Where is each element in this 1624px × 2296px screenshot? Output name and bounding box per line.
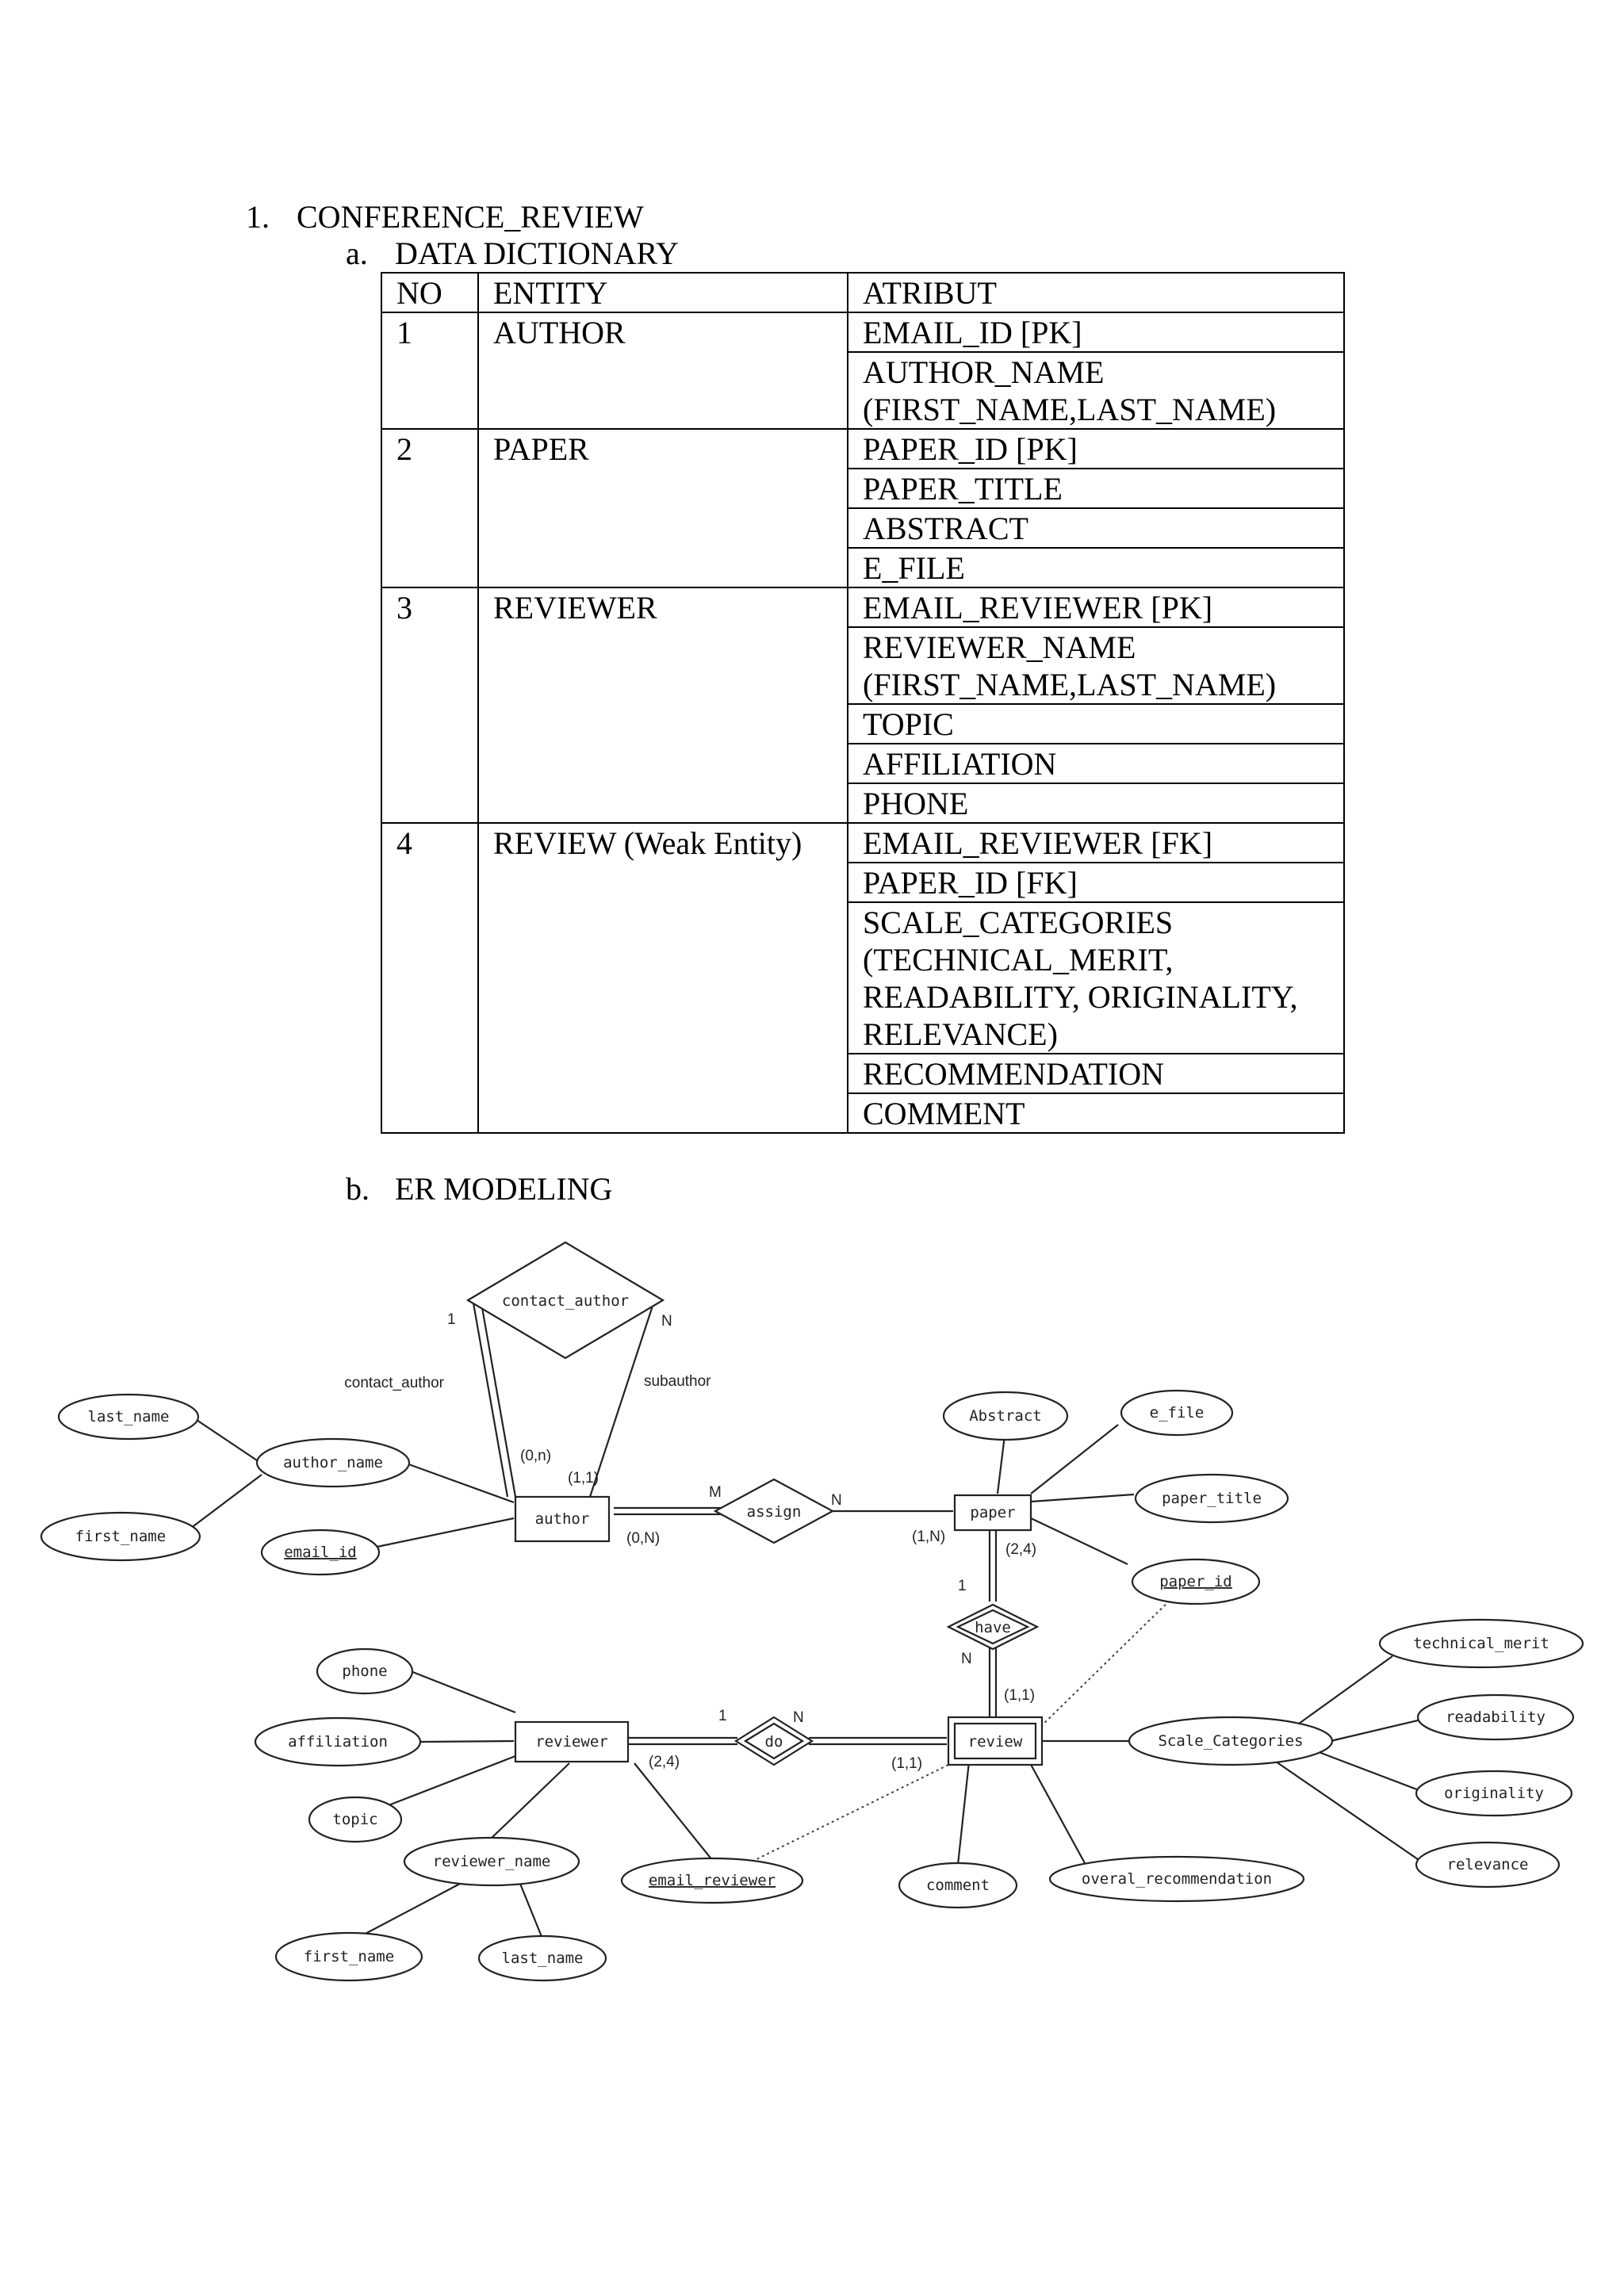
readability-text: readability <box>1446 1709 1545 1726</box>
role-contact-author: contact_author <box>344 1375 444 1391</box>
entity-name-cell: REVIEWER <box>478 587 848 823</box>
attribute-cell: EMAIL_REVIEWER [FK] <box>848 823 1344 863</box>
abstract-text: Abstract <box>969 1407 1042 1425</box>
subsection-a-title: DATA DICTIONARY <box>395 235 679 271</box>
paper-title-text: paper_title <box>1162 1490 1262 1507</box>
table-row <box>381 312 1344 352</box>
card-review-11-do: (1,1) <box>891 1755 923 1772</box>
entity-number-cell: 4 <box>381 823 478 1133</box>
attribute-cell: SCALE_CATEGORIES (TECHNICAL_MERIT, READABILITY, ORIGINALITY, RELEVANCE) <box>848 902 1344 1054</box>
table-row <box>381 823 1344 863</box>
er-connectors <box>190 1299 1427 1942</box>
email-reviewer-text: email_reviewer <box>648 1872 776 1889</box>
entity-name-cell: PAPER <box>478 429 848 587</box>
last-name-author-text: last_name <box>87 1408 170 1425</box>
entity-name-cell: REVIEW (Weak Entity) <box>478 823 848 1133</box>
card-paper-1N: (1,N) <box>912 1529 946 1545</box>
er-diagram <box>0 1221 1624 2014</box>
attribute-email-reviewer <box>622 1858 802 1903</box>
card-author-0N: (0,N) <box>626 1530 661 1547</box>
attribute-paper-title <box>1136 1475 1288 1522</box>
header-no: NO <box>381 273 478 312</box>
card-review-11-have: (1,1) <box>1004 1687 1036 1704</box>
attribute-cell: REVIEWER_NAME (FIRST_NAME,LAST_NAME) <box>848 627 1344 704</box>
relationship-assign <box>715 1479 833 1543</box>
card-paper-24: (2,4) <box>1005 1541 1037 1558</box>
attribute-e-file <box>1121 1391 1232 1435</box>
subsection-b-title: ER MODELING <box>395 1171 613 1207</box>
attribute-comment <box>899 1863 1017 1908</box>
comment-text: comment <box>925 1877 990 1894</box>
attribute-originality <box>1416 1771 1572 1816</box>
attribute-cell: AUTHOR_NAME (FIRST_NAME,LAST_NAME) <box>848 352 1344 429</box>
attribute-cell: RECOMMENDATION <box>848 1054 1344 1093</box>
entity-number-cell: 2 <box>381 429 478 587</box>
attribute-cell: COMMENT <box>848 1093 1344 1133</box>
card-reviewer-24: (2,4) <box>649 1754 680 1770</box>
relationship-contact-author <box>468 1242 663 1358</box>
table-header-row <box>381 273 1344 312</box>
paper-id-text: paper_id <box>1159 1573 1232 1590</box>
attribute-first-name-author <box>41 1513 200 1560</box>
table-row <box>381 587 1344 627</box>
entity-name-cell: AUTHOR <box>478 312 848 429</box>
attribute-cell: EMAIL_ID [PK] <box>848 312 1344 352</box>
technical-merit-text: technical_merit <box>1413 1635 1549 1652</box>
author-name-text: author_name <box>283 1454 383 1471</box>
attribute-cell: ABSTRACT <box>848 508 1344 548</box>
entity-review <box>948 1717 1042 1765</box>
attribute-paper-id <box>1132 1559 1259 1604</box>
attribute-scale-categories <box>1129 1717 1332 1765</box>
attribute-phone <box>317 1649 412 1693</box>
card-contact-n: N <box>661 1313 672 1330</box>
data-dictionary-body <box>381 273 1344 1133</box>
entity-paper <box>955 1495 1031 1530</box>
attribute-reviewer-name <box>404 1838 579 1885</box>
card-assign-m: M <box>709 1484 722 1501</box>
attribute-readability <box>1418 1695 1573 1739</box>
attribute-affiliation <box>255 1718 420 1766</box>
attribute-topic <box>309 1797 401 1842</box>
entity-number-cell: 3 <box>381 587 478 823</box>
attribute-cell: PAPER_ID [FK] <box>848 863 1344 902</box>
card-author-0n: (0,n) <box>520 1448 552 1464</box>
e-file-text: e_file <box>1149 1404 1205 1422</box>
topic-text: topic <box>332 1811 378 1828</box>
header-entity: ENTITY <box>478 273 848 312</box>
attribute-cell: PAPER_ID [PK] <box>848 429 1344 469</box>
card-do-1: 1 <box>718 1708 727 1724</box>
attribute-relevance <box>1416 1843 1559 1887</box>
scale-categories-text: Scale_Categories <box>1158 1732 1304 1750</box>
subsection-a-letter: a. <box>346 235 368 271</box>
attribute-author-name <box>257 1439 409 1487</box>
header-attribute: ATRIBUT <box>848 273 1344 312</box>
card-have-n: N <box>961 1651 972 1667</box>
data-dictionary-table <box>381 272 1345 1134</box>
attribute-cell: EMAIL_REVIEWER [PK] <box>848 587 1344 627</box>
subsection-b-letter: b. <box>346 1171 370 1207</box>
review-label: review <box>967 1733 1023 1751</box>
reviewer-name-text: reviewer_name <box>432 1853 551 1870</box>
entity-author <box>515 1497 609 1541</box>
card-contact-1: 1 <box>447 1311 456 1328</box>
assign-label: assign <box>746 1503 802 1521</box>
affiliation-text: affiliation <box>288 1733 388 1751</box>
attribute-overal-recommendation <box>1050 1857 1304 1901</box>
attribute-first-name-reviewer <box>276 1933 422 1980</box>
attribute-cell: PAPER_TITLE <box>848 469 1344 508</box>
originality-text: originality <box>1444 1785 1544 1802</box>
do-label: do <box>764 1733 783 1751</box>
attribute-cell: E_FILE <box>848 548 1344 587</box>
attribute-last-name-reviewer <box>479 1936 606 1980</box>
relationship-have <box>948 1605 1037 1649</box>
relevance-text: relevance <box>1446 1856 1529 1873</box>
attribute-technical-merit <box>1380 1620 1583 1667</box>
first-name-author-text: first_name <box>75 1528 167 1545</box>
card-do-n: N <box>793 1709 804 1726</box>
phone-text: phone <box>342 1663 388 1680</box>
card-have-1: 1 <box>958 1578 967 1594</box>
overal-recommendation-text: overal_recommendation <box>1081 1870 1273 1888</box>
paper-label: paper <box>970 1504 1016 1521</box>
reviewer-label: reviewer <box>535 1733 608 1751</box>
card-assign-n: N <box>831 1492 842 1509</box>
contact-author-label: contact_author <box>501 1292 630 1310</box>
entity-number-cell: 1 <box>381 312 478 429</box>
last-name-reviewer-text: last_name <box>501 1950 584 1967</box>
section-number: 1. <box>246 199 270 235</box>
first-name-reviewer-text: first_name <box>303 1948 395 1965</box>
author-label: author <box>534 1510 590 1528</box>
cardinality-labels <box>344 1311 1036 1772</box>
email-id-text: email_id <box>284 1544 357 1561</box>
section-title: CONFERENCE_REVIEW <box>297 199 644 235</box>
role-subauthor: subauthor <box>644 1373 711 1390</box>
have-label: have <box>975 1619 1011 1636</box>
card-author-11: (1,1) <box>568 1470 599 1487</box>
attribute-cell: AFFILIATION <box>848 744 1344 783</box>
attribute-abstract <box>944 1392 1067 1440</box>
entity-reviewer <box>515 1722 628 1762</box>
attribute-email-id <box>262 1530 379 1575</box>
attribute-cell: PHONE <box>848 783 1344 823</box>
table-row <box>381 429 1344 469</box>
attribute-last-name-author <box>59 1395 198 1439</box>
attribute-cell: TOPIC <box>848 704 1344 744</box>
